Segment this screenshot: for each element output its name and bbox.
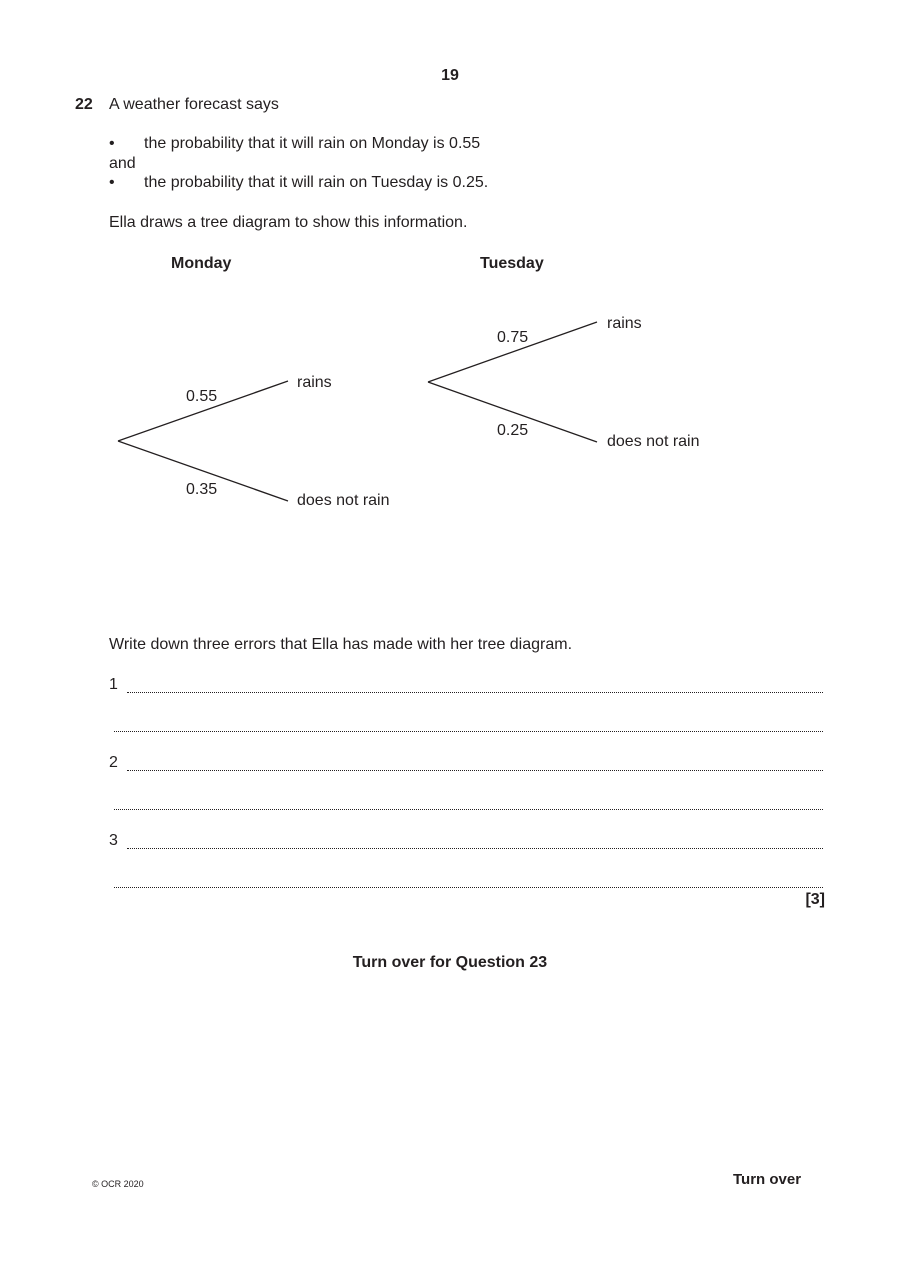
bullet-joiner: and [109, 155, 136, 172]
bullet-text-1: the probability that it will rain on Monday is 0.55 [144, 135, 481, 152]
answer-line-3b[interactable] [114, 867, 823, 888]
answer-number-2: 2 [109, 754, 118, 771]
answer-line-2a[interactable] [127, 750, 823, 771]
marks-label: [3] [805, 891, 825, 908]
tree-diagram [0, 0, 900, 560]
answer-line-1b[interactable] [114, 711, 823, 732]
answer-line-1a[interactable] [127, 672, 823, 693]
monday-outcome-no-rain: does not rain [297, 492, 390, 509]
answer-number-1: 1 [109, 676, 118, 693]
monday-outcome-rains: rains [297, 374, 332, 391]
tuesday-prob-rains: 0.75 [497, 329, 529, 346]
turn-over-question: Turn over for Question 23 [352, 954, 548, 971]
bullet-marker-1: • [109, 135, 115, 152]
answer-number-3: 3 [109, 832, 118, 849]
bullet-text-2: the probability that it will rain on Tuesday is 0.25. [144, 174, 489, 191]
tuesday-outcome-no-rain: does not rain [607, 433, 700, 450]
header-tuesday: Tuesday [480, 255, 544, 272]
answer-line-3a[interactable] [127, 828, 823, 849]
tuesday-outcome-rains: rains [607, 315, 642, 332]
question-intro: A weather forecast says [109, 96, 279, 113]
turn-over: Turn over [733, 1171, 802, 1188]
page-number: 19 [441, 67, 459, 84]
task-prompt: Write down three errors that Ella has made with her tree diagram. [109, 636, 573, 653]
bullet-marker-2: • [109, 174, 115, 191]
question-number: 22 [75, 96, 93, 113]
tuesday-prob-no-rain: 0.25 [497, 422, 529, 439]
monday-prob-no-rain: 0.35 [186, 481, 218, 498]
monday-prob-rains: 0.55 [186, 388, 218, 405]
question-context: Ella draws a tree diagram to show this information. [109, 214, 468, 231]
copyright: © OCR 2020 [92, 1179, 144, 1189]
header-monday: Monday [171, 255, 232, 272]
answer-line-2b[interactable] [114, 789, 823, 810]
